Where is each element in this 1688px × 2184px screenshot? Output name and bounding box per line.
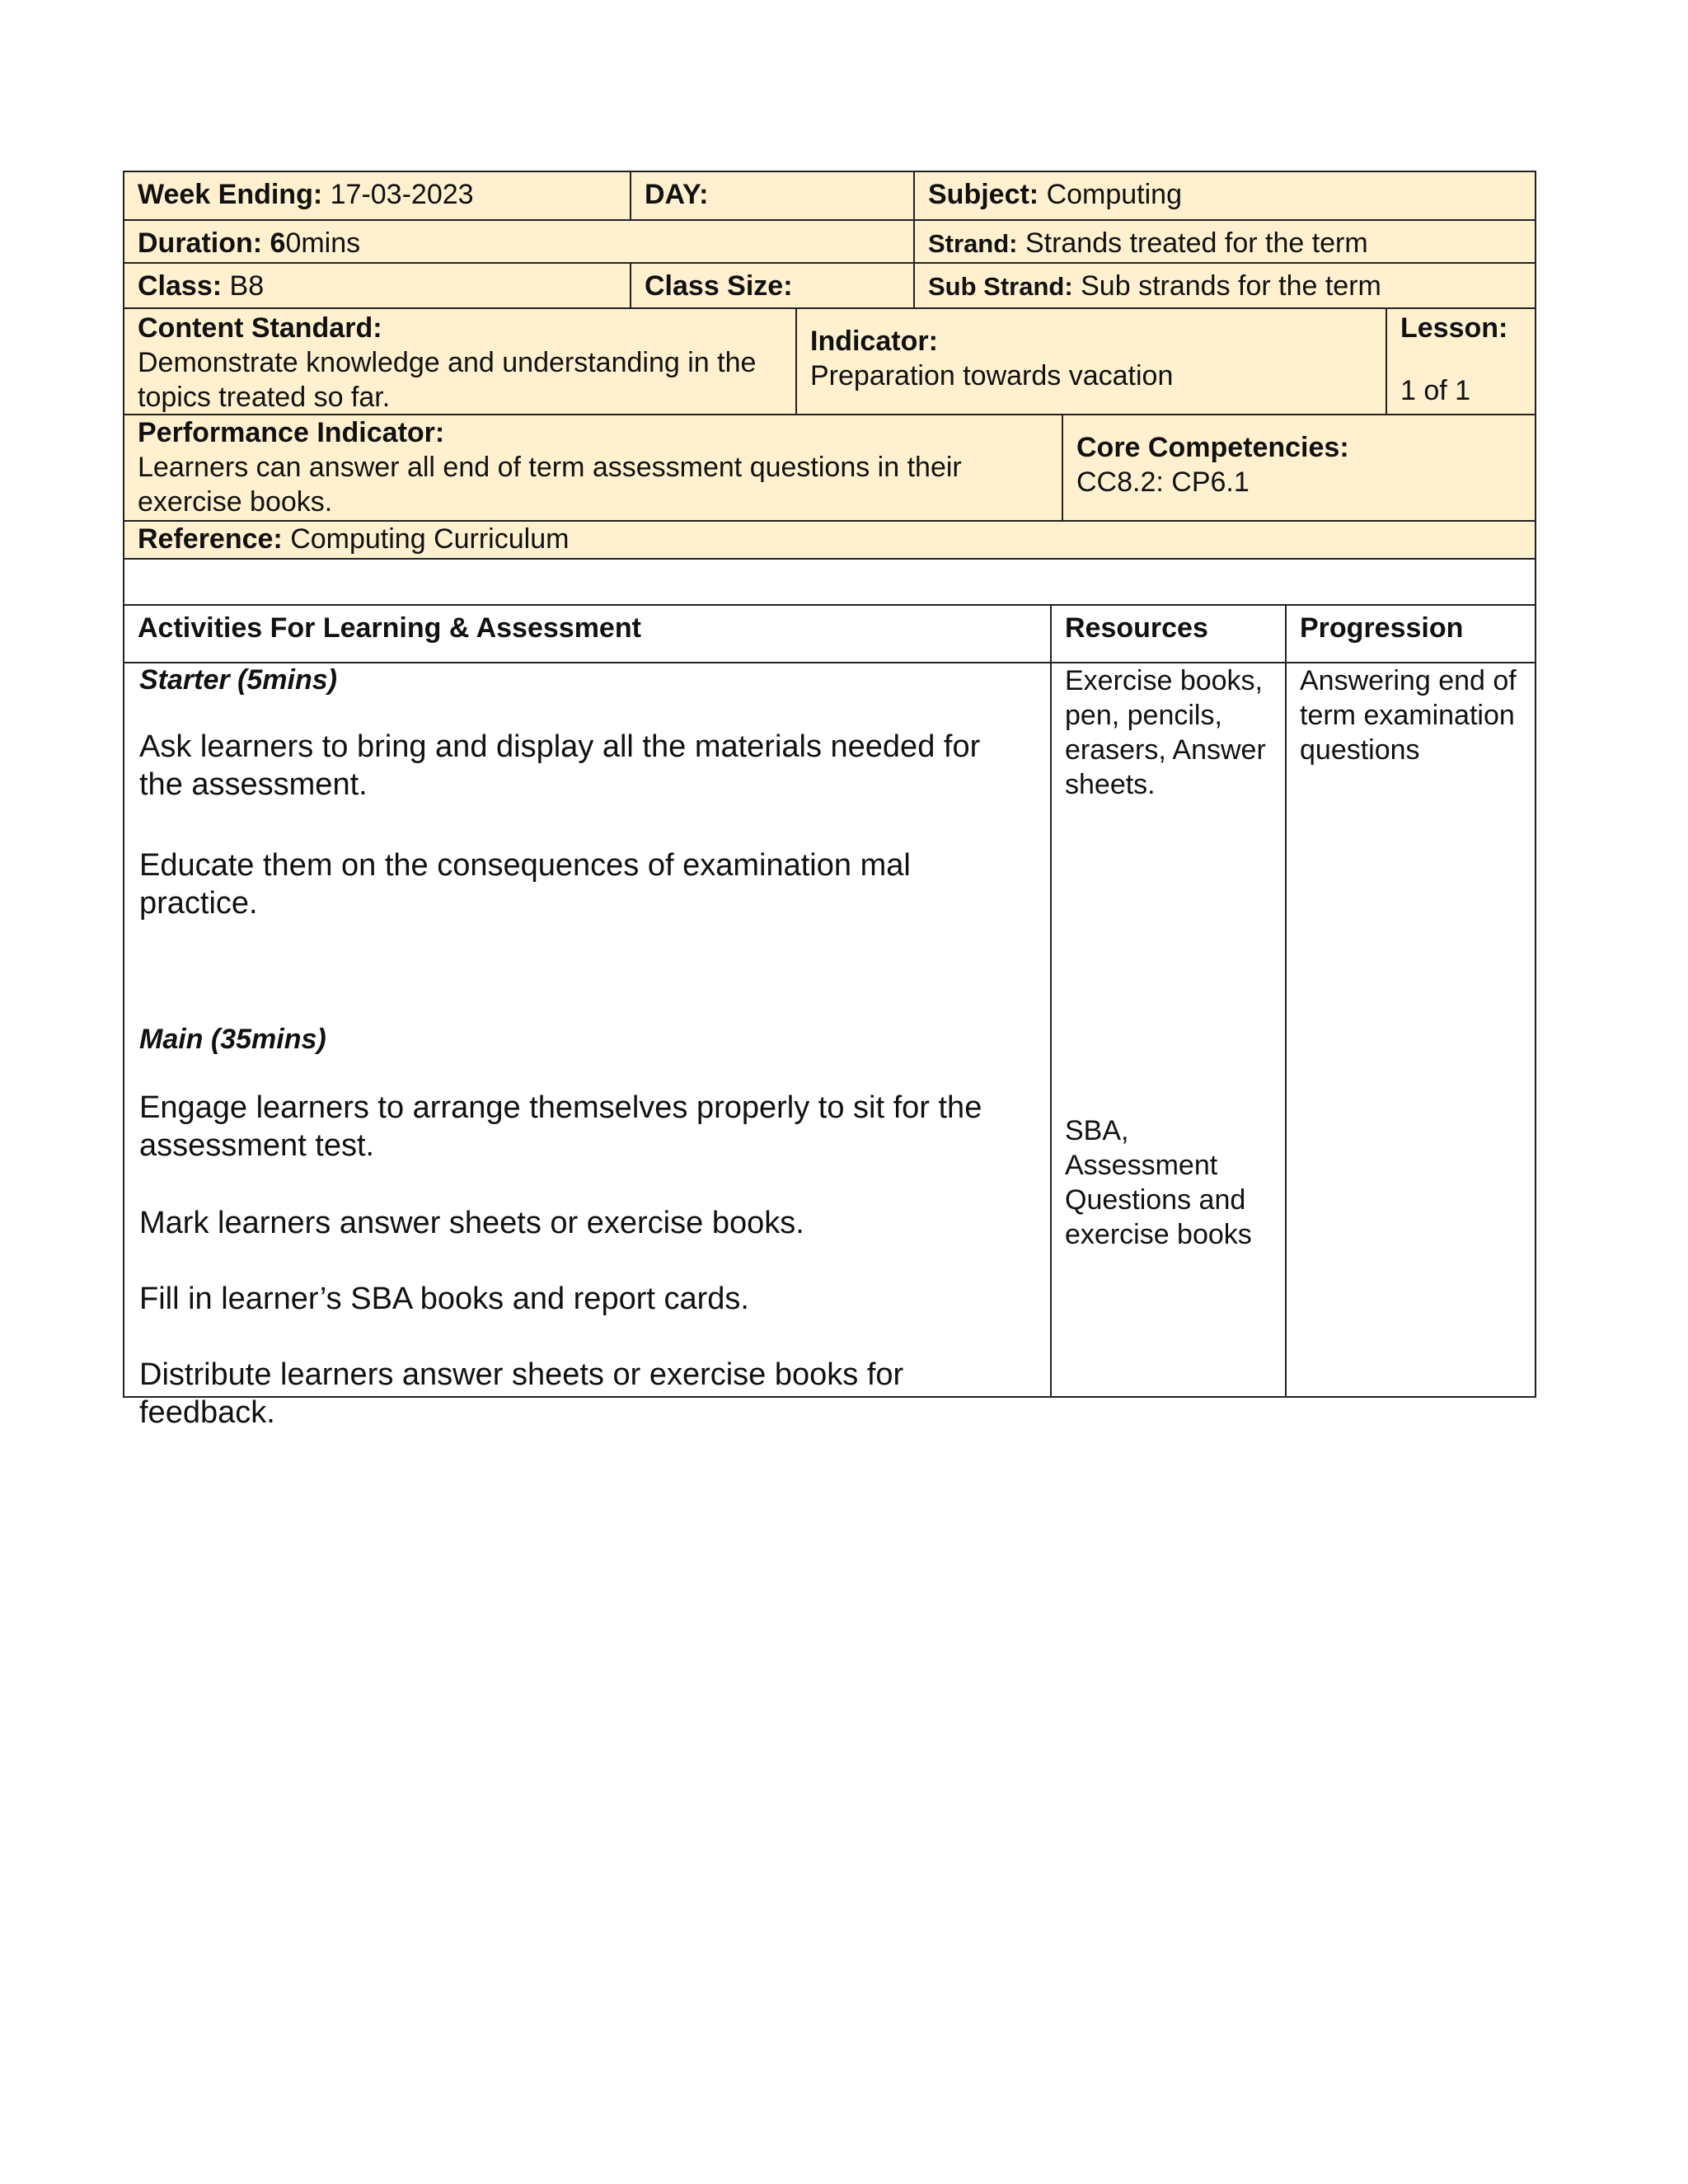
main-paragraph: Engage learners to arrange themselves properly to sit for the assessment test.: [139, 1090, 982, 1163]
lesson-cell: [1386, 307, 1536, 415]
core-competencies-cell: [1062, 414, 1536, 522]
subject-value: Computing: [1046, 179, 1182, 210]
duration-label: Duration: 6: [138, 227, 286, 259]
sub-strand-cell: [913, 262, 1536, 309]
activities-header: Activities For Learning & Assessment: [138, 612, 641, 644]
week-ending-label: Week Ending:: [138, 179, 323, 210]
week-ending-value: 17-03-2023: [330, 179, 474, 210]
sub-strand-label: Sub Strand:: [928, 272, 1073, 301]
progression-header: Progression: [1300, 612, 1464, 644]
lesson-label: Lesson:: [1400, 312, 1508, 344]
resources-starter: Exercise books, pen, pencils, erasers, Answer sheets.: [1065, 665, 1266, 800]
indicator-label: Indicator:: [810, 326, 938, 357]
resources-header: Resources: [1065, 612, 1208, 644]
strand-cell: [913, 219, 1536, 264]
spacer-row: [123, 558, 1536, 606]
performance-indicator-label: Performance Indicator:: [138, 417, 445, 448]
resources-main: SBA, Assessment Questions and exercise books: [1065, 1115, 1252, 1250]
indicator-cell: [795, 307, 1387, 415]
starter-title: Starter (5mins): [139, 664, 337, 696]
week-ending-cell: [123, 171, 631, 221]
day-cell: [630, 171, 915, 221]
reference-value: Computing Curriculum: [290, 523, 570, 555]
resources-body-cell: [1050, 662, 1287, 1398]
activities-body-cell: [123, 662, 1052, 1430]
class-size-label: Class Size:: [645, 270, 793, 302]
core-competencies-value: CC8.2: CP6.1: [1076, 466, 1250, 498]
class-cell: [123, 262, 631, 309]
lesson-value: 1 of 1: [1400, 375, 1471, 406]
content-standard-cell: [123, 307, 797, 415]
progression-text: Answering end of term examination questions: [1300, 665, 1517, 766]
main-title: Main (35mins): [139, 1024, 326, 1055]
performance-indicator-value: Learners can answer all end of term assessment questions in their exercise books.: [138, 452, 962, 518]
resources-header-cell: [1050, 604, 1287, 663]
strand-value: Strands treated for the term: [1025, 227, 1368, 259]
day-label: DAY:: [645, 179, 709, 210]
duration-cell: [123, 219, 915, 264]
sub-strand-value: Sub strands for the term: [1081, 270, 1381, 302]
main-paragraph: Mark learners answer sheets or exercise books.: [139, 1206, 804, 1240]
class-value: B8: [229, 270, 265, 302]
indicator-value: Preparation towards vacation: [810, 360, 1174, 391]
strand-label: Strand:: [928, 229, 1018, 258]
class-label: Class:: [138, 270, 223, 302]
progression-header-cell: [1285, 604, 1536, 663]
reference-label: Reference:: [138, 523, 283, 555]
core-competencies-label: Core Competencies:: [1076, 432, 1349, 463]
duration-value: 0mins: [285, 227, 361, 259]
progression-body-cell: [1285, 662, 1536, 1398]
class-size-cell: [630, 262, 915, 309]
main-paragraph: Distribute learners answer sheets or exercise books for feedback.: [139, 1357, 904, 1430]
content-standard-label: Content Standard:: [138, 312, 382, 344]
subject-cell: [913, 171, 1536, 221]
subject-label: Subject:: [928, 179, 1039, 210]
starter-paragraph: Ask learners to bring and display all the materials needed for the assessment.: [139, 729, 981, 802]
activities-header-cell: [123, 604, 1052, 663]
starter-paragraph: Educate them on the consequences of examination mal practice.: [139, 848, 911, 921]
content-standard-value: Demonstrate knowledge and understanding in the topics treated so far.: [138, 347, 757, 413]
reference-cell: [123, 520, 1536, 560]
main-paragraph: Fill in learner’s SBA books and report cards.: [139, 1282, 749, 1316]
performance-indicator-cell: [123, 414, 1063, 522]
